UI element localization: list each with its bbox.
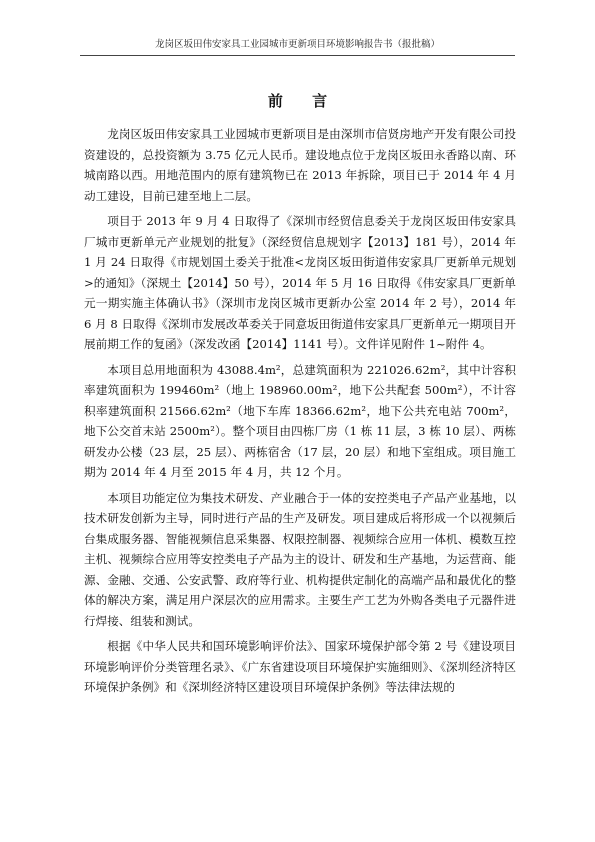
paragraph-intro: 龙岗区坂田伟安家具工业园城市更新项目是由深圳市信贤房地产开发有限公司投资建设的，总投资额为 3.75 亿元人民币。建设地点位于龙岗区坂田永香路以南、环城南路以西。用地范围内的原有建筑物已在 2013 年拆除，项目已于 2014 年 4 月动工建设，目前已建至地上二层。: [84, 127, 516, 203]
section-title: 前 言: [267, 92, 340, 110]
paragraph-function: 本项目功能定位为集技术研发、产业融合于一体的安控类电子产品产业基地，以技术研发创新为主导，同时进行产品的生产及研发。项目建成后将形成一个以视频后台集成服务器、智能视频信息采集器、权限控制器、视频综合应用一体机、模数互控主机、视频综合应用等安控类电子产品为主的设计、研发和生产基地，为运营商、能源、金融、交通、公安武警、政府等行业、机构提供定制化的高端产品和最优化的整体的解决方案，满足用户深层次的应用需求。主要生产工艺为外购各类电子元器件进行焊接、组装和测试。: [84, 490, 516, 628]
header-divider: [80, 55, 515, 56]
body-text: [84, 124, 516, 703]
paragraph-approvals: 项目于 2013 年 9 月 4 日取得了《深圳市经贸信息委关于龙岗区坂田伟安家具厂城市更新单元产业规划的批复》（深经贸信息规划字【2013】181 号），2014 年 1 月 24 日取得《市规划国土委关于批准<龙岗区坂田街道伟安家具厂更新单元规划>的通知》（深规土【2014】50 号），2014 年 5 月 16 日取得《伟安家具厂更新单元一期实施主体确认书》（深圳市龙岗区城市更新办公室 2014 年 2 号），2014 年 6 月 8 日取得《深圳市发展改革委关于同意坂田街道伟安家具厂更新单元一期项目开展前期工作的复函》（深发改函【2014】1141 号）。文件详见附件 1~附件 4。: [84, 214, 516, 351]
running-header: 龙岗区坂田伟安家具工业园城市更新项目环境影响报告书（报批稿）: [154, 39, 440, 50]
paragraph-legal-basis: 根据《中华人民共和国环境影响评价法》、国家环境保护部令第 2 号《建设项目环境影响评价分类管理名录》、《广东省建设项目环境保护实施细则》、《深圳经济特区环境保护条例》和《深圳经济特区建设项目环境保护条例》等法律法规的: [84, 639, 516, 694]
paragraph-area: 本项目总用地面积为 43088.4m²，总建筑面积为 221026.62m²，其中计容积率建筑面积为 199460m²（地上 198960.00m²，地下公共配套 500m²），不计容积率建筑面积 21566.62m²（地下车库 18366.62m²，地下公共充电站 700m²，地下公交首末站 2500m²）。整个项目由四栋厂房（1 栋 11 层，3 栋 10 层）、两栋研发办公楼（23 层，25 层）、两栋宿舍（17 层，20 层）和地下室组成。项目施工期为 2014 年 4 月至 2015 年 4 月，共 12 个月。: [84, 362, 516, 479]
